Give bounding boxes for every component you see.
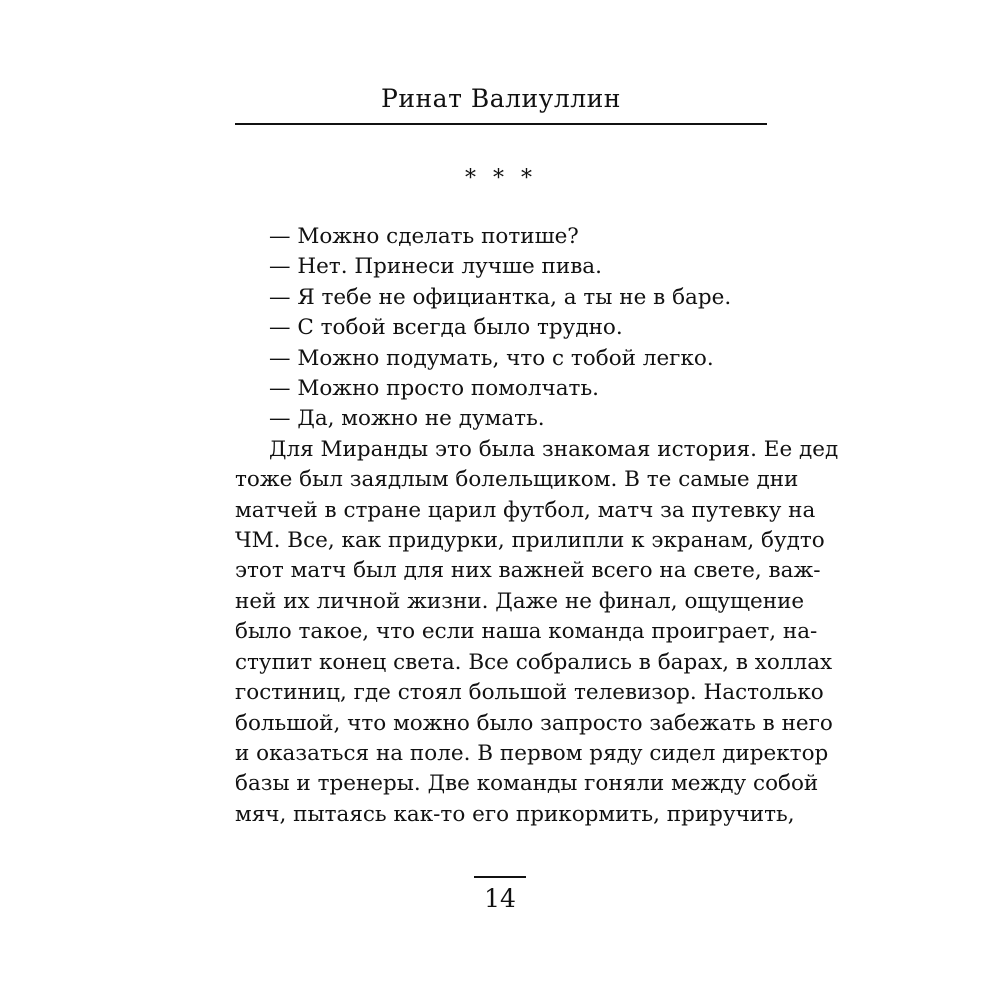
section-separator: * * * — [465, 166, 537, 191]
paragraph-line: большой, что можно было запросто забежать в него — [235, 710, 833, 736]
dialogue-line: — Я тебе не официантка, а ты не в баре. — [269, 284, 732, 310]
dialogue-line: — Можно подумать, что с тобой легко. — [269, 345, 714, 371]
paragraph-line: и оказаться на поле. В первом ряду сидел директор — [235, 740, 829, 766]
paragraph-line: было такое, что если наша команда проиграет, на- — [235, 619, 818, 645]
dialogue-line: — С тобой всегда было трудно. — [269, 315, 623, 341]
dialogue-line: — Можно просто помолчать. — [269, 376, 599, 402]
paragraph-line: ступит конец света. Все собрались в барах, в холлах — [235, 649, 833, 675]
paragraph-line: ЧМ. Все, как придурки, прилипли к экранам, будто — [235, 528, 825, 554]
paragraph-line: тоже был заядлым болельщиком. В те самые дни — [235, 467, 799, 493]
dialogue-line: — Нет. Принеси лучше пива. — [269, 254, 602, 280]
header-rule — [235, 123, 767, 125]
paragraph-line: базы и тренеры. Две команды гоняли между собой — [235, 771, 819, 797]
paragraph-line: матчей в стране царил футбол, матч за путевку на — [235, 497, 816, 523]
paragraph-line: гостиниц, где стоял большой телевизор. Настолько — [235, 680, 824, 706]
dialogue-line: — Да, можно не думать. — [269, 406, 545, 432]
running-head-author: Ринат Валиуллин — [381, 84, 621, 113]
dialogue-line: — Можно сделать потише? — [269, 224, 579, 249]
footer-rule — [474, 876, 526, 878]
paragraph-line: мяч, пытаясь как-то его прикормить, приручить, — [235, 801, 795, 827]
paragraph-line: Для Миранды это была знакомая история. Ее дед — [269, 436, 839, 462]
body-text — [235, 222, 839, 830]
paragraph-line: ней их личной жизни. Даже не финал, ощущение — [235, 588, 805, 614]
paragraph-line: этот матч был для них важней всего на свете, важ- — [235, 558, 821, 584]
page-number: 14 — [484, 884, 516, 913]
